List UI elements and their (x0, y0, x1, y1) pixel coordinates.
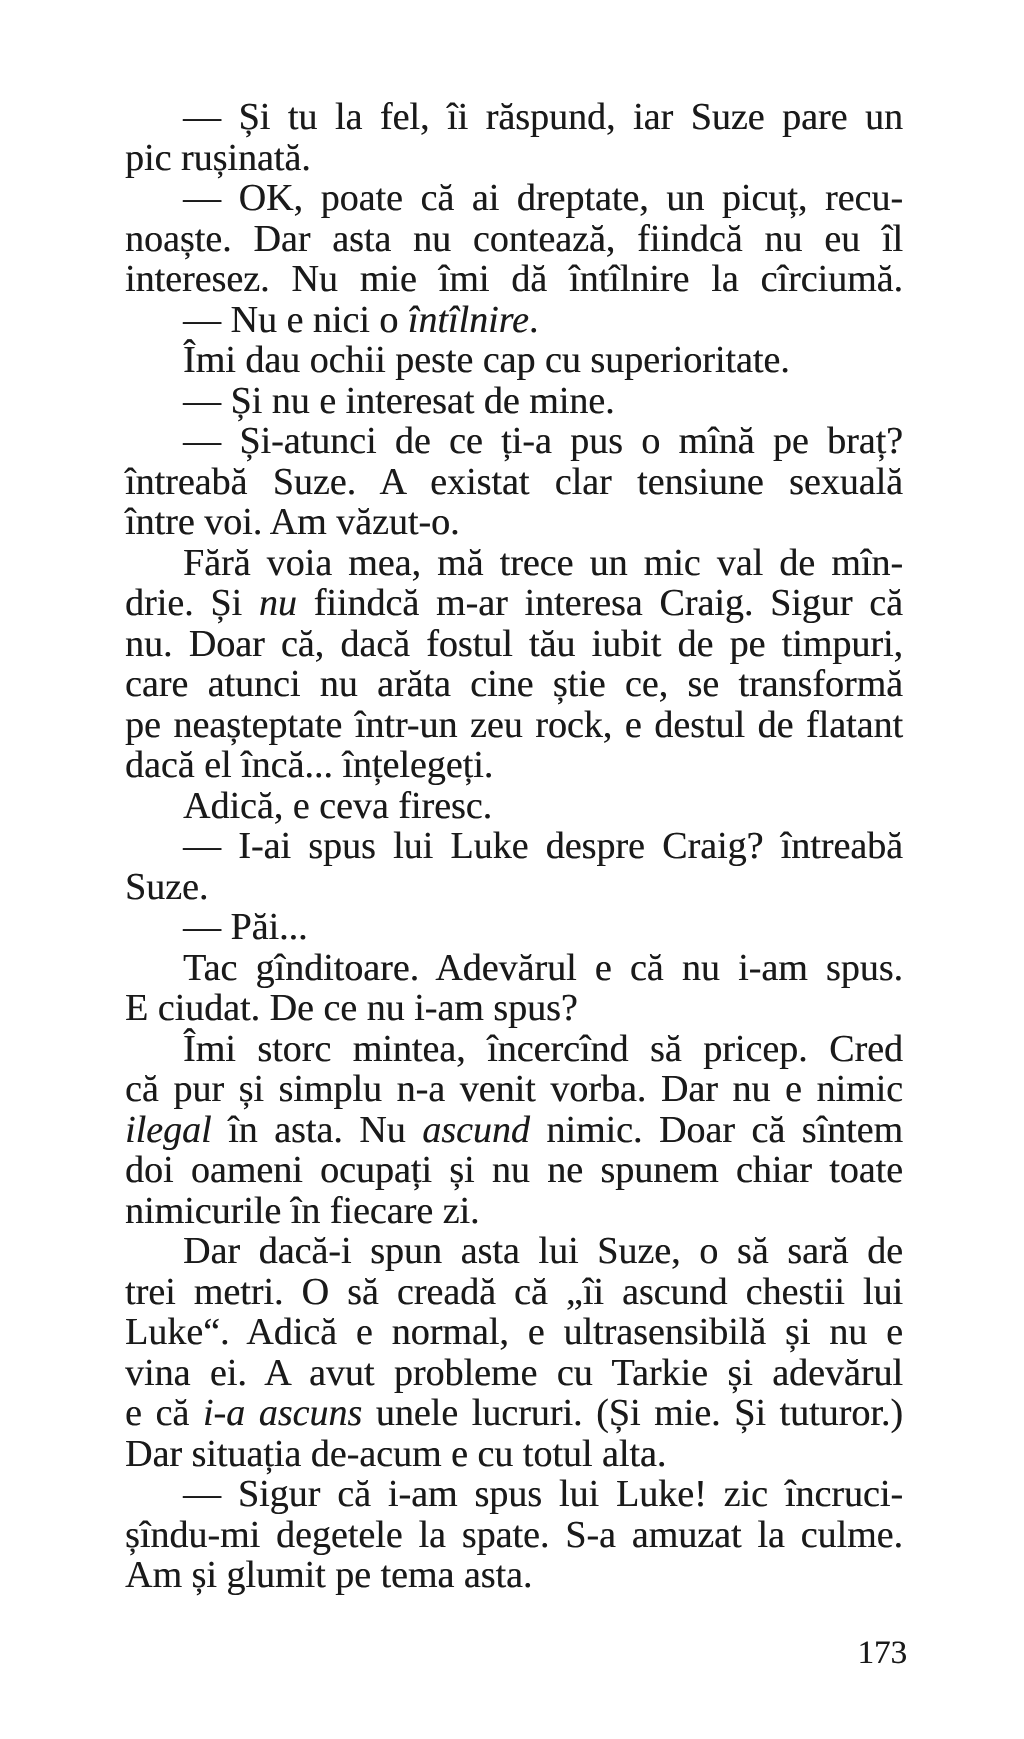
text-line (125, 1393, 903, 1434)
text-line (125, 664, 903, 705)
text-segment: — Nu e nici o (183, 298, 408, 341)
text-segment: Luke“. Adică e normal, e ultrasensibilă și nu e (125, 1311, 903, 1353)
text-segment: Tac gînditoare. Adevărul e că nu i-am spus. (183, 946, 903, 989)
text-segment: care atunci nu arăta cine știe ce, se transformă (125, 663, 903, 705)
text-line (125, 826, 903, 867)
text-segment: vina ei. A avut probleme cu Tarkie și adevărul (125, 1351, 903, 1394)
text-line (125, 340, 903, 381)
text-segment: Îmi storc mintea, încercînd să pricep. Cred (183, 1027, 903, 1070)
text-segment: Îmi dau ochii peste cap cu superioritate. (183, 339, 790, 381)
text-line (125, 1029, 903, 1070)
text-line (125, 178, 903, 219)
text-line (125, 1515, 903, 1556)
text-line (125, 462, 903, 503)
text-segment: interesez. Nu mie îmi dă întîlnire la cîrciumă. (125, 258, 903, 300)
text-segment: Dar dacă-i spun asta lui Suze, o să sară de (183, 1230, 903, 1272)
italic-text-segment: nu (258, 582, 297, 624)
text-line (125, 1231, 903, 1272)
text-segment: nu. Doar că, dacă fostul tău iubit de pe timpuri, (125, 622, 903, 665)
text-line (125, 1150, 903, 1191)
text-line (125, 867, 903, 908)
text-segment: Suze. (125, 865, 209, 908)
text-segment: . (528, 298, 539, 341)
text-segment: E ciudat. De ce nu i-am spus? (125, 987, 578, 1029)
text-segment: — Și tu la fel, îi răspund, iar Suze pare un (183, 96, 903, 138)
text-line (125, 1312, 903, 1353)
text-segment: nimicurile în fiecare zi. (125, 1189, 480, 1232)
text-segment: — Păi... (183, 906, 308, 948)
text-segment: unele lucruri. (Și mie. Și tuturor.) (362, 1392, 903, 1434)
text-segment: întreabă Suze. A existat clar tensiune sexuală (125, 460, 903, 503)
text-line (125, 705, 903, 746)
text-line (125, 624, 903, 665)
text-segment: nimic. Doar că sîntem (529, 1108, 903, 1151)
text-line (125, 543, 903, 584)
text-line (125, 948, 903, 989)
text-line (125, 97, 903, 138)
text-line (125, 1555, 903, 1596)
text-segment: doi oameni ocupați și nu ne spunem chiar toate (125, 1149, 903, 1191)
text-segment: e că (125, 1392, 203, 1434)
text-line (125, 907, 903, 948)
text-segment: — I-ai spus lui Luke despre Craig? întreabă (183, 825, 903, 867)
text-segment: — Și nu e interesat de mine. (183, 379, 615, 422)
text-segment: trei metri. O să creadă că „îi ascund chestii lui (125, 1270, 903, 1313)
text-segment: în asta. Nu (211, 1108, 423, 1151)
text-line (125, 138, 903, 179)
text-segment: drie. Și (125, 582, 259, 624)
text-line (125, 1272, 903, 1313)
text-segment: între voi. Am văzut-o. (125, 501, 460, 543)
text-line (125, 259, 903, 300)
text-segment: — Și-atunci de ce ți-a pus o mînă pe braț? (183, 420, 903, 462)
text-segment: Dar situația de-acum e cu totul alta. (125, 1432, 667, 1475)
text-segment: că pur și simplu n-a venit vorba. Dar nu e nimic (125, 1068, 903, 1110)
text-segment: dacă el încă... înțelegeți. (125, 744, 494, 786)
text-line (125, 786, 903, 827)
text-line (125, 1110, 903, 1151)
text-segment: pic rușinată. (125, 136, 311, 179)
text-line (125, 1434, 903, 1475)
text-line (125, 1191, 903, 1232)
text-line (125, 219, 903, 260)
italic-text-segment: ilegal (125, 1108, 212, 1151)
italic-text-segment: ascund (422, 1108, 530, 1151)
text-segment: Fără voia mea, mă trece un mic val de mîn- (183, 541, 903, 584)
text-block (125, 97, 903, 1596)
text-line (125, 583, 903, 624)
text-line (125, 1069, 903, 1110)
text-line (125, 381, 903, 422)
text-segment: șîndu-mi degetele la spate. S-a amuzat la culme. (125, 1513, 903, 1556)
text-line (125, 745, 903, 786)
text-segment: Am și glumit pe tema asta. (125, 1554, 533, 1596)
text-segment: pe neașteptate într-un zeu rock, e destul de flatant (125, 703, 903, 746)
text-line (125, 1353, 903, 1394)
text-line (125, 300, 903, 341)
page-number: 173 (857, 1635, 907, 1671)
text-segment: — OK, poate că ai dreptate, un picuț, recu- (183, 177, 903, 219)
text-line (125, 421, 903, 462)
text-segment: — Sigur că i-am spus lui Luke! zic încruci- (183, 1473, 903, 1515)
text-line (125, 988, 903, 1029)
italic-text-segment: i-a ascuns (202, 1392, 363, 1434)
text-segment: noaște. Dar asta nu contează, fiindcă nu eu îl (125, 217, 903, 260)
text-segment: Adică, e ceva firesc. (183, 784, 493, 827)
italic-text-segment: întîlnire (407, 298, 529, 341)
text-line (125, 502, 903, 543)
text-segment: fiindcă m-ar interesa Craig. Sigur că (296, 582, 903, 624)
text-line (125, 1474, 903, 1515)
